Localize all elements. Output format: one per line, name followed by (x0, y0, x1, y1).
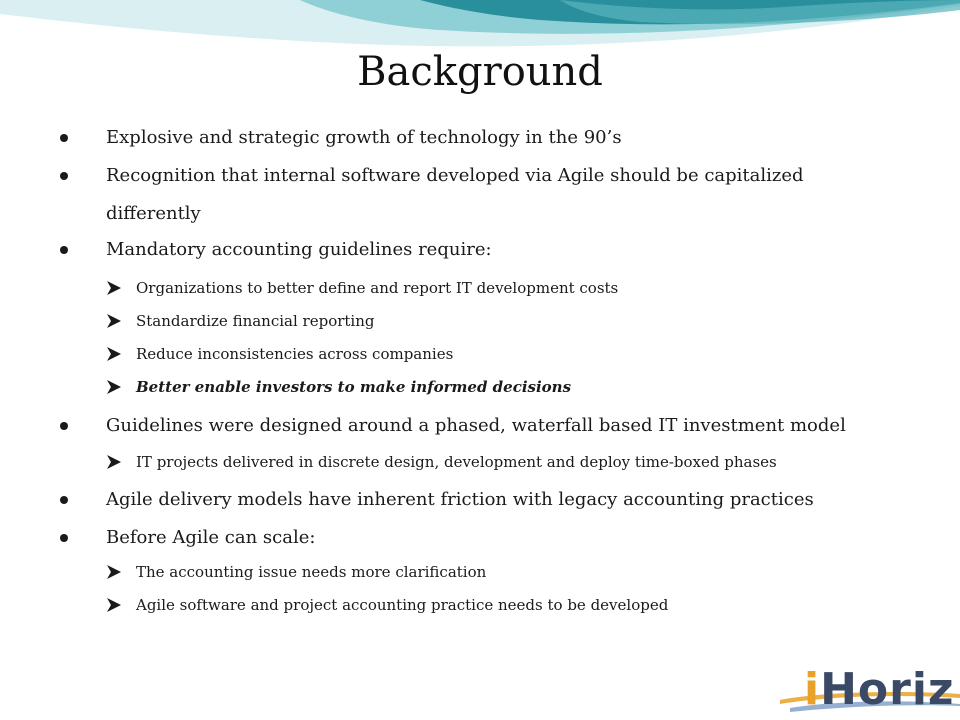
arrow-bullet-icon (106, 313, 122, 329)
sub-bullet-text: Reduce inconsistencies across companies (136, 345, 454, 363)
sub-bullet-text-emphasized: Better enable investors to make informed decisions (136, 378, 572, 396)
sub-bullet-text: Agile software and project accounting practice needs to be developed (136, 596, 669, 614)
ihoriz-logo (804, 662, 955, 718)
bullet-dot (60, 172, 68, 180)
bullet-text: Explosive and strategic growth of technology in the 90’s (106, 127, 622, 148)
arrow-bullet-icon (106, 597, 122, 613)
bullet-text-continuation: differently (106, 203, 201, 224)
bullet-text: Recognition that internal software developed via Agile should be capitalized (106, 165, 804, 186)
arrow-bullet-icon (106, 280, 122, 296)
bullet-dot (60, 534, 68, 542)
logo-letter-i: i (804, 664, 821, 715)
sub-bullet-text: The accounting issue needs more clarification (136, 563, 487, 581)
bullet-text: Agile delivery models have inherent friction with legacy accounting practices (106, 489, 814, 510)
bullet-dot (60, 496, 68, 504)
slide-title: Background (357, 49, 603, 95)
bullet-dot (60, 422, 68, 430)
bullet-text: Before Agile can scale: (106, 527, 316, 548)
arrow-bullet-icon (106, 564, 122, 580)
bullet-text: Guidelines were designed around a phased, waterfall based IT investment model (106, 415, 846, 436)
arrow-bullet-icon (106, 346, 122, 362)
arrow-bullet-icon (106, 454, 122, 470)
bullet-dot (60, 134, 68, 142)
logo-wordmark: Horiz (820, 664, 955, 715)
bullet-text: Mandatory accounting guidelines require: (106, 239, 492, 260)
sub-bullet-text: Standardize financial reporting (136, 312, 375, 330)
sub-bullet-text: Organizations to better define and report IT development costs (136, 279, 619, 297)
arrow-bullet-icon (106, 379, 122, 395)
bullet-dot (60, 246, 68, 254)
sub-bullet-text: IT projects delivered in discrete design, development and deploy time-boxed phases (136, 453, 777, 471)
